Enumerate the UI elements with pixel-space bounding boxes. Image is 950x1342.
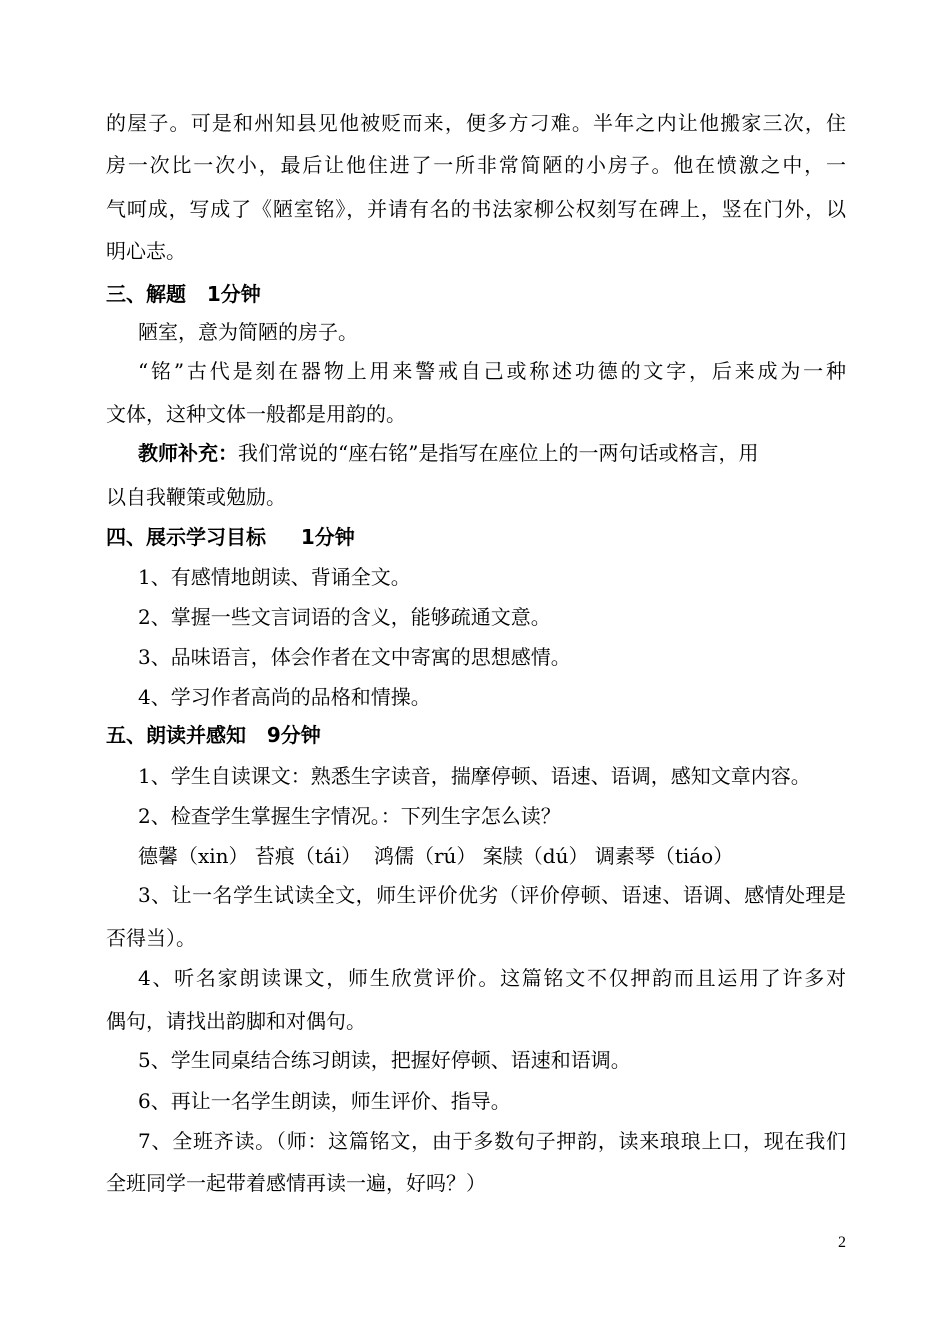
section-3-para-2-line-2: 文体，这种文体一般都是用韵的。 — [106, 402, 406, 426]
intro-line-4: 明心志。 — [106, 239, 186, 263]
reading-item-7-line-1: 7、全班齐读。（师：这篇铭文，由于多数句子押韵，读来琅琅上口，现在我们 — [138, 1129, 846, 1153]
intro-line-1: 的屋子。可是和州知县见他被贬而来，便多方刁难。半年之内让他搬家三次，住 — [106, 111, 846, 135]
reading-item-4-line-1: 4、听名家朗读课文，师生欣赏评价。这篇铭文不仅押韵而且运用了许多对 — [138, 966, 846, 990]
reading-item-5: 5、学生同桌结合练习朗读，把握好停顿、语速和语调。 — [138, 1048, 631, 1072]
intro-line-3: 气呵成，写成了《陋室铭》，并请有名的书法家柳公权刻写在碑上，竖在门外，以 — [106, 197, 846, 221]
section-3-para-2-line-1: “铭”古代是刻在器物上用来警戒自己或称述功德的文字，后来成为一种 — [138, 359, 846, 383]
intro-line-2: 房一次比一次小，最后让他住进了一所非常简陋的小房子。他在愤激之中，一 — [106, 153, 846, 177]
reading-item-2: 2、检查学生掌握生字情况。：下列生字怎么读？ — [138, 804, 561, 828]
reading-item-1: 1、学生自读课文：熟悉生字读音，揣摩停顿、语速、语调，感知文章内容。 — [138, 764, 811, 788]
reading-item-7-line-2: 全班同学一起带着感情再读一遍，好吗？） — [106, 1171, 486, 1195]
goal-item-4: 4、学习作者高尚的品格和情操。 — [138, 685, 431, 709]
section-5-heading: 五、朗读并感知 9分钟 — [106, 723, 321, 747]
goal-item-2: 2、掌握一些文言词语的含义，能够疏通文意。 — [138, 605, 551, 629]
teacher-supplement-line-2: 以自我鞭策或勉励。 — [106, 485, 286, 509]
reading-item-3-line-2: 否得当）。 — [106, 926, 196, 950]
teacher-supplement-label: 教师补充： — [138, 441, 238, 465]
teacher-supplement-text: 我们常说的“座右铭”是指写在座位上的一两句话或格言，用 — [238, 441, 759, 465]
section-3-para-1: 陋室，意为简陋的房子。 — [138, 320, 358, 344]
section-4-heading: 四、展示学习目标 1分钟 — [106, 525, 355, 549]
page-number: 2 — [838, 1234, 846, 1251]
reading-item-6: 6、再让一名学生朗读，师生评价、指导。 — [138, 1089, 511, 1113]
goal-item-1: 1、有感情地朗读、背诵全文。 — [138, 565, 411, 589]
reading-item-3-line-1: 3、让一名学生试读全文，师生评价优劣（评价停顿、语速、语调、感情处理是 — [138, 883, 846, 907]
goal-item-3: 3、品味语言，体会作者在文中寄寓的思想感情。 — [138, 645, 571, 669]
pinyin-line: 德馨（xin） 苔痕（tái） 鸿儒（rú） 案牍（dú） 调素琴（tiáo） — [138, 844, 734, 868]
teacher-supplement — [138, 441, 846, 465]
section-3-heading: 三、解题 1分钟 — [106, 282, 261, 306]
reading-item-4-line-2: 偶句，请找出韵脚和对偶句。 — [106, 1009, 366, 1033]
